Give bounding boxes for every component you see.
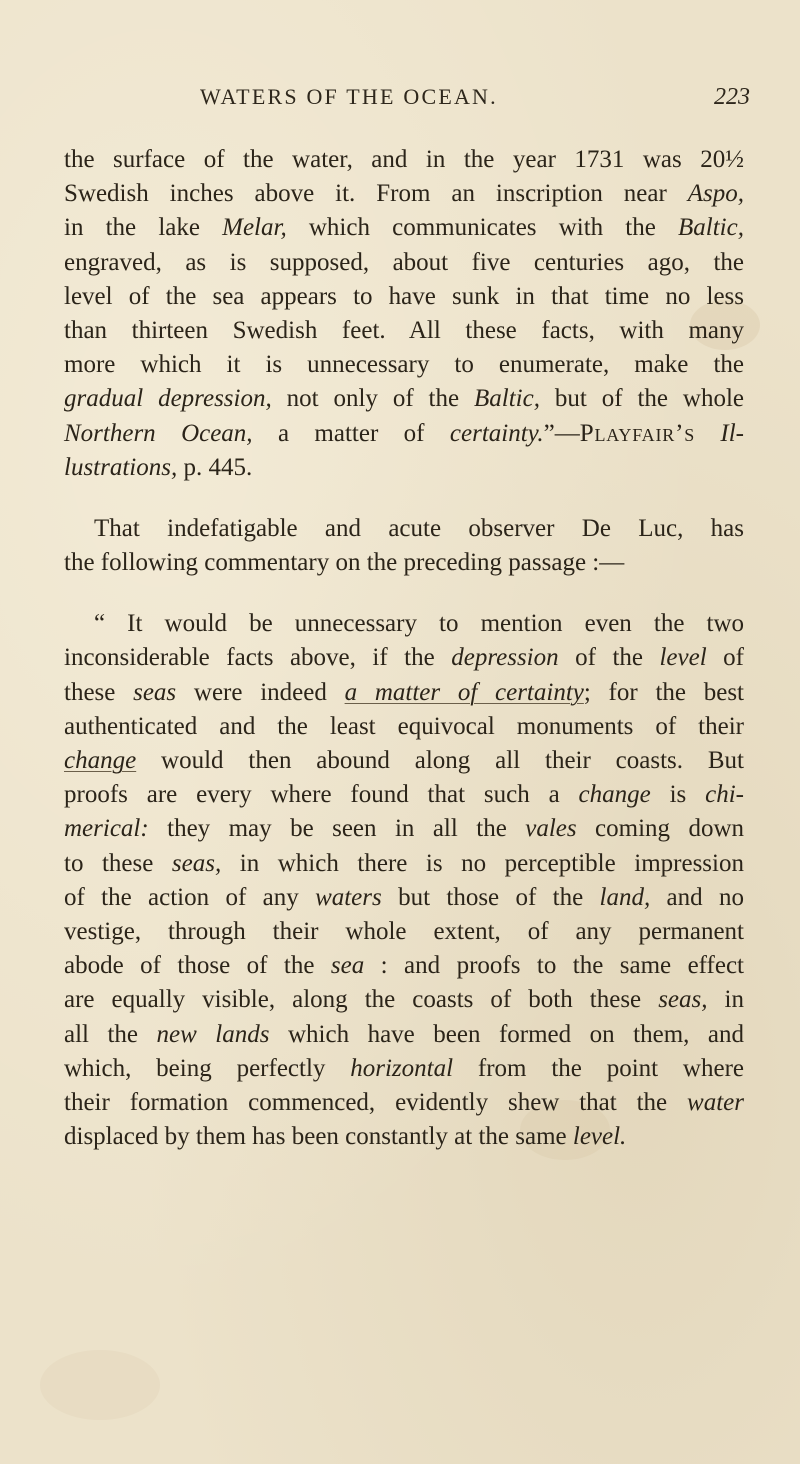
text-line: the following commentary on the preceding passage :— <box>64 549 625 577</box>
paragraph-3 <box>64 607 744 1154</box>
paragraph-2 <box>64 512 744 580</box>
text-line: these seas were indeed a matter of certainty; for the best <box>64 678 744 706</box>
text-line: abode of those of the sea : and proofs to the same effect <box>64 952 745 980</box>
text-line: proofs are every where found that such a change is chi- <box>64 781 744 809</box>
text-line: in the lake Melar, which communicates with the Baltic, <box>64 214 744 242</box>
page-number: 223 <box>714 84 750 110</box>
text-line: to these seas, in which there is no perceptible impression <box>64 849 744 877</box>
text-line: all the new lands which have been formed on them, and <box>64 1020 744 1048</box>
text-line: change would then abound along all their coasts. But <box>64 747 744 774</box>
text-line: merical: they may be seen in all the vales coming down <box>64 815 744 843</box>
text-line: inconsiderable facts above, if the depression of the level of <box>64 644 744 672</box>
text-line: gradual depression, not only of the Baltic, but of the whole <box>64 385 744 413</box>
text-line: more which it is unnecessary to enumerate, make the <box>64 351 744 379</box>
paper-stain <box>40 1350 160 1420</box>
text-line: lustrations, p. 445. <box>64 453 253 481</box>
text-line: than thirteen Swedish feet. All these facts, with many <box>64 316 744 344</box>
text-line: are equally visible, along the coasts of both these seas, in <box>64 986 744 1014</box>
text-line: engraved, as is supposed, about five centuries ago, the <box>64 248 744 276</box>
text-line: That indefatigable and acute observer De Luc, has <box>94 514 744 542</box>
text-line: authenticated and the least equivocal monuments of their <box>64 712 744 740</box>
text-line: level of the sea appears to have sunk in that time no less <box>64 282 744 310</box>
text-line: their formation commenced, evidently shew that the water <box>64 1088 744 1116</box>
text-line: “ It would be unnecessary to mention even the two <box>94 610 744 638</box>
text-line: displaced by them has been constantly at the same level. <box>64 1123 627 1151</box>
text-line: Swedish inches above it. From an inscription near Aspo, <box>64 180 744 208</box>
body-text <box>64 143 744 1154</box>
text-line: the surface of the water, and in the year 1731 was 20½ <box>64 146 744 173</box>
text-line: Northern Ocean, a matter of certainty.”—Playfair’s Il- <box>64 419 744 447</box>
text-line: of the action of any waters but those of the land, and no <box>64 883 744 911</box>
text-line: which, being perfectly horizontal from the point where <box>64 1054 745 1082</box>
text-line: vestige, through their whole extent, of any permanent <box>64 917 744 945</box>
page-header <box>0 84 800 114</box>
paragraph-1 <box>64 143 744 485</box>
running-title: WATERS OF THE OCEAN. <box>200 84 498 109</box>
